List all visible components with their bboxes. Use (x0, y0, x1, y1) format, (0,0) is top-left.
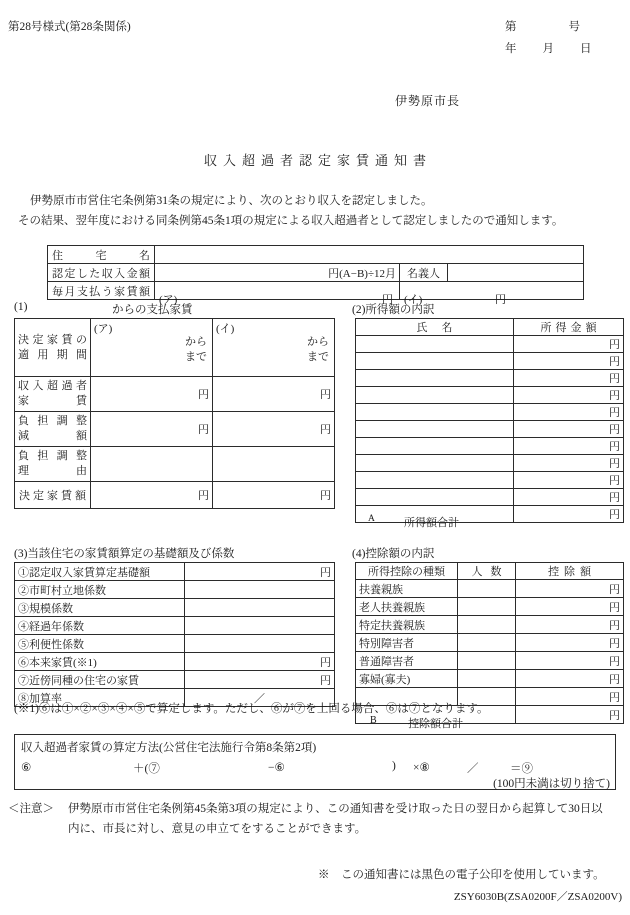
table-row (15, 581, 335, 599)
caution-label: ＜注意＞ (8, 803, 54, 815)
table-row (15, 447, 335, 482)
burden-adjust-reason-a[interactable] (91, 447, 213, 482)
basis-value-cell[interactable] (185, 635, 335, 653)
table-row (356, 336, 624, 353)
calc-token-slash: ／ (467, 763, 479, 775)
table-row (15, 319, 335, 377)
deduction-kind-cell: 寡婦(寡夫) (356, 670, 458, 688)
form-number: 第28号様式(第28条関係) (8, 21, 131, 33)
income-amount-cell[interactable]: 円 (514, 404, 624, 421)
table-row (356, 652, 624, 670)
deduction-total-text: 控除額合計 (408, 717, 463, 730)
deduction-amount-header: 控除額 (516, 563, 624, 580)
basis-value-cell[interactable] (185, 581, 335, 599)
calc-token-close-paren: ) (392, 760, 396, 772)
deduction-amount-cell[interactable]: 円 (516, 616, 624, 634)
table-row (356, 472, 624, 489)
burden-adjust-reduction-label: 負担調整 減額 (15, 412, 91, 447)
deduction-amount-cell[interactable]: 円 (516, 688, 624, 706)
income-name-cell[interactable] (356, 455, 514, 472)
table-row (356, 353, 624, 370)
monthly-rent-b-cell[interactable] (400, 282, 584, 306)
burden-adjust-reason-b[interactable] (213, 447, 335, 482)
caution-line-1: 伊勢原市市営住宅条例第45条第3項の規定により、この通知書を受け取った日の翌日から起算して30日以 (68, 803, 603, 815)
excess-income-rent-label: 収入超過者 家賃 (15, 377, 91, 412)
deduction-kind-cell: 特定扶養親族 (356, 616, 458, 634)
table-header-row (356, 563, 624, 580)
table-row (15, 599, 335, 617)
decided-rent-b[interactable]: 円 (213, 482, 335, 509)
table-row (356, 455, 624, 472)
applicable-period-label: 決定家賃の 適用期間 (15, 319, 91, 377)
made-label: まで (307, 351, 329, 363)
monthly-rent-b-tag: (イ) (404, 293, 423, 306)
income-name-cell[interactable] (356, 421, 514, 438)
basis-value-cell[interactable]: 円 (185, 563, 335, 581)
table-row (15, 635, 335, 653)
doc-no-prefix: 第 (505, 21, 517, 33)
table-row (356, 387, 624, 404)
date-month-label: 月 (542, 43, 554, 55)
calc-token-equals-9: ＝⑨ (510, 763, 533, 775)
deduction-total-label (356, 706, 516, 730)
page-title: 収入超過者認定家賃通知書 (203, 153, 432, 168)
form-code: ZSY6030B(ZSA0200F／ZSA0200V) (453, 891, 622, 903)
deduction-count-header: 人数 (458, 563, 516, 580)
deduction-breakdown-table (355, 562, 624, 730)
document-number-line (505, 18, 580, 34)
basis-label-cell: ①認定収入家賃算定基礎額 (15, 563, 185, 581)
deduction-count-cell[interactable] (458, 598, 516, 616)
table-row (356, 670, 624, 688)
income-amount-cell[interactable]: 円 (514, 438, 624, 455)
income-name-cell[interactable] (356, 472, 514, 489)
deduction-kind-cell: 特別障害者 (356, 634, 458, 652)
intro-line-1: 伊勢原市市営住宅条例第31条の規定により、次のとおり収入を認定しました。 (30, 195, 433, 207)
monthly-rent-b-unit: 円 (495, 293, 506, 306)
period-b-range (307, 335, 329, 365)
excess-income-rent-b[interactable]: 円 (213, 377, 335, 412)
income-amount-cell[interactable]: 円 (514, 353, 624, 370)
basis-value-cell[interactable]: 円 (185, 671, 335, 689)
housing-name-value[interactable] (155, 246, 584, 264)
monthly-rent-a-cell[interactable] (155, 282, 400, 306)
calculation-title: 収入超過者家賃の算定方法(公営住宅法施行令第8条第2項) (21, 742, 317, 754)
table-row (15, 412, 335, 447)
date-day-label: 日 (580, 43, 592, 55)
table-row (15, 671, 335, 689)
deduction-amount-cell[interactable]: 円 (516, 652, 624, 670)
deduction-amount-cell[interactable]: 円 (516, 634, 624, 652)
burden-adjust-reason-label: 負担調整 理由 (15, 447, 91, 482)
deduction-total-code: B (370, 714, 377, 726)
deduction-kind-cell: 扶養親族 (356, 580, 458, 598)
income-amount-cell[interactable]: 円 (514, 455, 624, 472)
income-name-cell[interactable] (356, 404, 514, 421)
income-name-cell[interactable] (356, 370, 514, 387)
section3-note: (※1)⑥は①×②×③×④×⑤で算定します。ただし、⑥が⑦を上回る場合、⑥は⑦となります。 (14, 703, 489, 715)
holder-value[interactable] (448, 264, 584, 282)
deduction-count-cell[interactable] (458, 616, 516, 634)
income-breakdown-table (355, 318, 624, 529)
period-b-cell[interactable] (213, 319, 335, 377)
deduction-kind-cell: 普通障害者 (356, 652, 458, 670)
period-b-tag: (イ) (216, 323, 235, 335)
kara-label: から (307, 336, 329, 348)
period-a-cell[interactable] (91, 319, 213, 377)
table-row (48, 246, 584, 264)
income-total-amount[interactable]: 円 (514, 506, 624, 523)
table-row (356, 634, 624, 652)
income-amount-cell[interactable]: 円 (514, 489, 624, 506)
table-row (15, 563, 335, 581)
section3-caption: (3)当該住宅の家賃額算定の基礎額及び係数 (14, 548, 235, 560)
income-total-text: 所得額合計 (404, 517, 459, 529)
income-amount-cell[interactable]: 円 (514, 336, 624, 353)
housing-name-label: 住宅名 (48, 246, 155, 264)
decided-rent-a[interactable]: 円 (91, 482, 213, 509)
basis-label-cell: ⑧加算率 (15, 689, 185, 707)
basis-label-cell: ④経過年係数 (15, 617, 185, 635)
income-name-cell[interactable] (356, 387, 514, 404)
table-row (356, 421, 624, 438)
deduction-kind-header: 所得控除の種類 (356, 563, 458, 580)
calculation-method-box (14, 734, 616, 790)
table-row (356, 489, 624, 506)
document-date-line (505, 40, 592, 56)
table-row (15, 617, 335, 635)
made-label: まで (185, 351, 207, 363)
table-row (356, 404, 624, 421)
table-row (15, 377, 335, 412)
deduction-count-cell[interactable] (458, 652, 516, 670)
period-a-range (185, 335, 207, 365)
income-name-cell[interactable] (356, 353, 514, 370)
income-amount-cell[interactable]: 円 (514, 387, 624, 404)
caution-line-2: 内に、市長に対し、意見の申立てをすることができます。 (68, 823, 367, 835)
kara-label: から (185, 336, 207, 348)
table-header-row (356, 319, 624, 336)
section1-caption-number: (1) (14, 301, 28, 313)
deduction-amount-cell[interactable]: 円 (516, 598, 624, 616)
payment-rent-table (14, 318, 335, 509)
basis-value-cell[interactable]: ／ (185, 689, 335, 707)
basis-label-cell: ⑦近傍同種の住宅の家賃 (15, 671, 185, 689)
table-row (356, 688, 624, 706)
table-total-row (356, 706, 624, 724)
certified-income-label: 認定した収入金額 (48, 264, 155, 282)
table-row (356, 580, 624, 598)
income-name-cell[interactable] (356, 336, 514, 353)
basis-label-cell: ⑤利便性係数 (15, 635, 185, 653)
decided-rent-label: 決定家賃額 (15, 482, 91, 509)
income-total-code: A (368, 514, 375, 524)
basis-value-cell[interactable]: 円 (185, 653, 335, 671)
deduction-count-cell[interactable] (458, 688, 516, 706)
period-a-tag: (ア) (94, 323, 113, 335)
certified-income-value[interactable]: 円(A−B)÷12月 (155, 264, 400, 282)
deduction-count-cell[interactable] (458, 580, 516, 598)
income-amount-cell[interactable]: 円 (514, 472, 624, 489)
intro-line-2: その結果、翌年度における同条例第45条1項の規定による収入超過者として認定しましたので通知します。 (18, 215, 564, 227)
monthly-rent-a-unit: 円 (382, 293, 393, 306)
income-name-cell[interactable] (356, 489, 514, 506)
section2-caption: (2)所得額の内訳 (352, 304, 435, 316)
income-amount-cell[interactable]: 円 (514, 370, 624, 387)
deduction-count-cell[interactable] (458, 634, 516, 652)
monthly-rent-a-tag: (ア) (159, 293, 178, 306)
excess-income-rent-a[interactable]: 円 (91, 377, 213, 412)
table-total-row (356, 506, 624, 523)
table-row (356, 598, 624, 616)
basis-label-cell: ③規模係数 (15, 599, 185, 617)
deduction-count-cell[interactable] (458, 670, 516, 688)
table-row (356, 616, 624, 634)
income-name-header: 氏名 (356, 319, 514, 336)
income-amount-header: 所得金額 (514, 319, 624, 336)
basis-value-cell[interactable] (185, 617, 335, 635)
basis-label-cell: ⑥本来家賃(※1) (15, 653, 185, 671)
income-amount-cell[interactable]: 円 (514, 421, 624, 438)
burden-adjust-reduction-a[interactable]: 円 (91, 412, 213, 447)
table-row (356, 438, 624, 455)
income-name-cell[interactable] (356, 438, 514, 455)
doc-no-suffix: 号 (568, 21, 580, 33)
deduction-amount-cell[interactable]: 円 (516, 670, 624, 688)
summary-table (47, 245, 584, 306)
deduction-kind-cell: 老人扶養親族 (356, 598, 458, 616)
calc-token-6: ⑥ (21, 762, 32, 774)
rent-basis-table (14, 562, 335, 707)
section4-caption: (4)控除額の内訳 (352, 548, 435, 560)
table-row (15, 482, 335, 509)
issuer-name: 伊勢原市長 (395, 94, 461, 108)
deduction-kind-cell (356, 688, 458, 706)
electronic-seal-note: ※ この通知書には黒色の電子公印を使用しています。 (318, 869, 605, 881)
table-row (356, 370, 624, 387)
calculation-rounding-note: (100円未満は切り捨て) (493, 778, 610, 790)
income-total-label (356, 506, 514, 529)
deduction-total-amount[interactable]: 円 (516, 706, 624, 724)
holder-label: 名義人 (400, 264, 448, 282)
table-row (48, 264, 584, 282)
table-row (15, 653, 335, 671)
date-year-label: 年 (505, 43, 517, 55)
basis-value-cell[interactable] (185, 599, 335, 617)
section1-caption-text: からの支払家賃 (112, 304, 193, 316)
calc-token-times-8: ×⑧ (413, 762, 430, 774)
calc-token-minus-6: −⑥ (268, 762, 285, 774)
deduction-amount-cell[interactable]: 円 (516, 580, 624, 598)
burden-adjust-reduction-b[interactable]: 円 (213, 412, 335, 447)
basis-label-cell: ②市町村立地係数 (15, 581, 185, 599)
table-row (48, 282, 584, 300)
calc-token-plus-7: ＋(⑦ (133, 763, 160, 775)
monthly-rent-label: 毎月支払う家賃額 (48, 282, 155, 300)
